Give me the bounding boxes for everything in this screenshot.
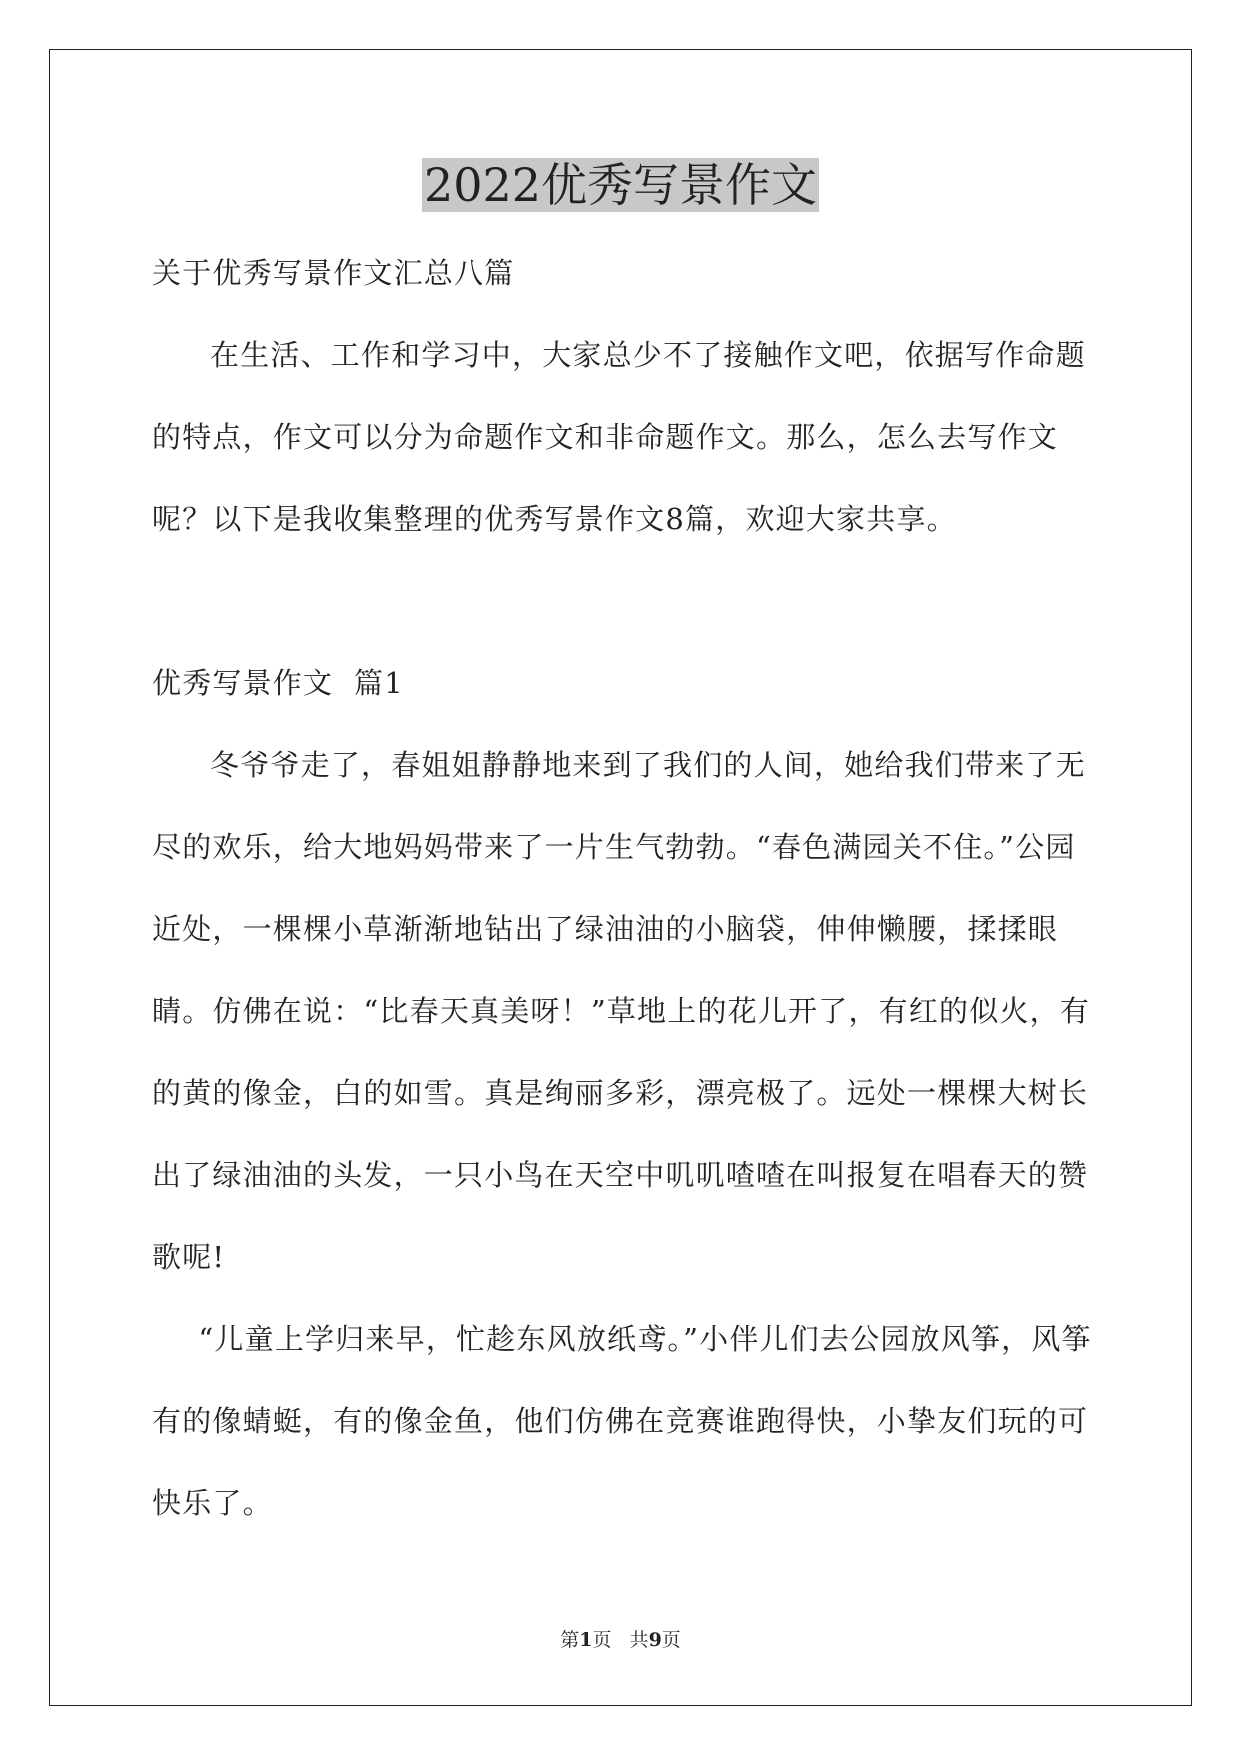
footer-suffix: 页 <box>661 1629 681 1651</box>
footer-middle: 页 共 <box>592 1629 649 1651</box>
document-title-text: 2022优秀写景作文 <box>423 158 818 212</box>
footer-current-page: 1 <box>579 1629 593 1651</box>
document-body <box>152 232 1100 1544</box>
section-heading: 优秀写景作文 篇1 <box>152 666 404 700</box>
body-paragraph-1: 冬爷爷走了，春姐姐静静地来到了我们的人间，她给我们带来了无尽的欢乐，给大地妈妈带来了一片生气勃勃。“春色满园关不住。”公园近处，一棵棵小草渐渐地钻出了绿油油的小脑袋，伸伸懒腰，揉揉眼睛。仿佛在说：“比春天真美呀！”草地上的花儿开了，有红的似火，有的黄的像金，白的如雪。真是绚丽多彩，漂亮极了。远处一棵棵大树长出了绿油油的头发，一只小鸟在天空中叽叽喳喳在叫报复在唱春天的赞歌呢! <box>152 748 1091 1274</box>
intro-paragraph: 在生活、工作和学习中，大家总少不了接触作文吧，依据写作命题的特点，作文可以分为命题作文和非命题作文。那么，怎么去写作文呢？以下是我收集整理的优秀写景作文8篇，欢迎大家共享。 <box>152 338 1086 536</box>
document-subtitle: 关于优秀写景作文汇总八篇 <box>152 256 515 290</box>
section-gap <box>152 560 1100 642</box>
footer-prefix: 第 <box>560 1629 580 1651</box>
page-footer <box>0 1628 1241 1652</box>
footer-total-pages: 9 <box>648 1629 662 1651</box>
body-paragraph-2: “儿童上学归来早，忙趁东风放纸鸢。”小伴儿们去公园放风筝，风筝有的像蜻蜓，有的像金鱼，他们仿佛在竞赛谁跑得快，小挚友们玩的可快乐了。 <box>152 1322 1092 1520</box>
document-title <box>0 155 1241 215</box>
